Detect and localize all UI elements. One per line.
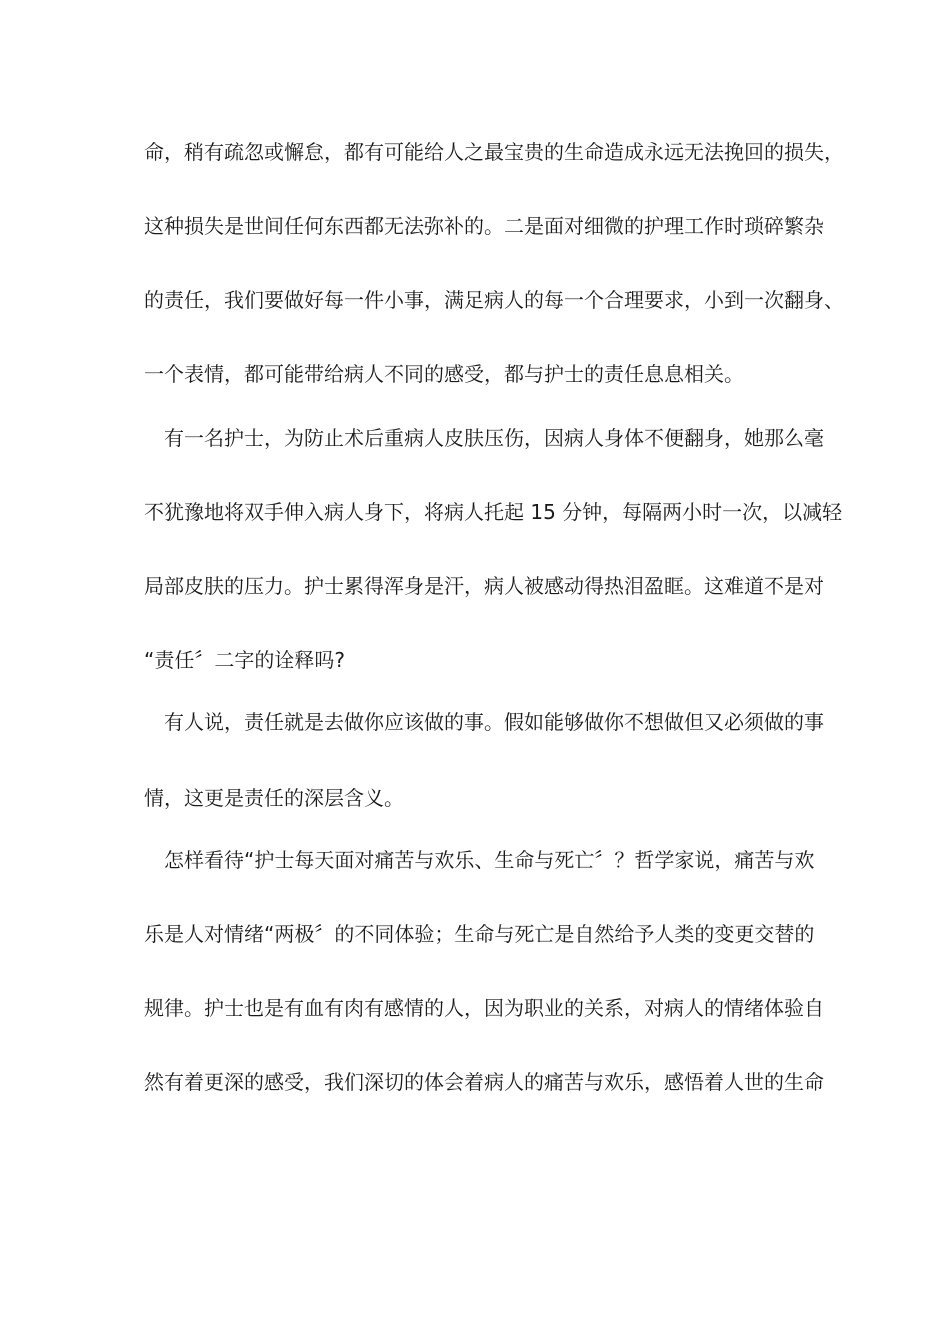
text-line: 局部皮肤的压力。护士累得浑身是汗，病人被感动得热泪盈眶。这难道不是对 [144,574,824,598]
paragraph-first-line: 怎样看待“护士每天面对痛苦与欢乐、生命与死亡〞？哲学家说，痛苦与欢 [144,848,815,872]
text-line: 一个表情，都可能带给病人不同的感受，都与护士的责任息息相关。 [144,362,744,386]
paragraph-first-line: 有人说，责任就是去做你应该做的事。假如能够做你不想做但又必须做的事 [144,710,824,734]
text-line: 这种损失是世间任何东西都无法弥补的。二是面对细微的护理工作时琐碎繁杂 [144,214,824,238]
text-line: 的责任，我们要做好每一件小事，满足病人的每一个合理要求，小到一次翻身、 [144,288,844,312]
text-line: 情，这更是责任的深层含义。 [144,786,404,810]
text-line: 不犹豫地将双手伸入病人身下，将病人托起 15 分钟，每隔两小时一次，以减轻 [144,500,843,524]
text-line: 规律。护士也是有血有肉有感情的人，因为职业的关系，对病人的情绪体验自 [144,996,824,1020]
text-line: 然有着更深的感受，我们深切的体会着病人的痛苦与欢乐，感悟着人世的生命 [144,1070,824,1094]
text-line: 乐是人对情绪“两极〞的不同体验；生命与死亡是自然给予人类的变更交替的 [144,922,815,946]
text-line: 命，稍有疏忽或懈怠，都有可能给人之最宝贵的生命造成永远无法挽回的损失， [144,140,844,164]
text-line: “责任〞二字的诠释吗? [144,648,345,672]
paragraph-first-line: 有一名护士，为防止术后重病人皮肤压伤，因病人身体不便翻身，她那么毫 [144,426,824,450]
